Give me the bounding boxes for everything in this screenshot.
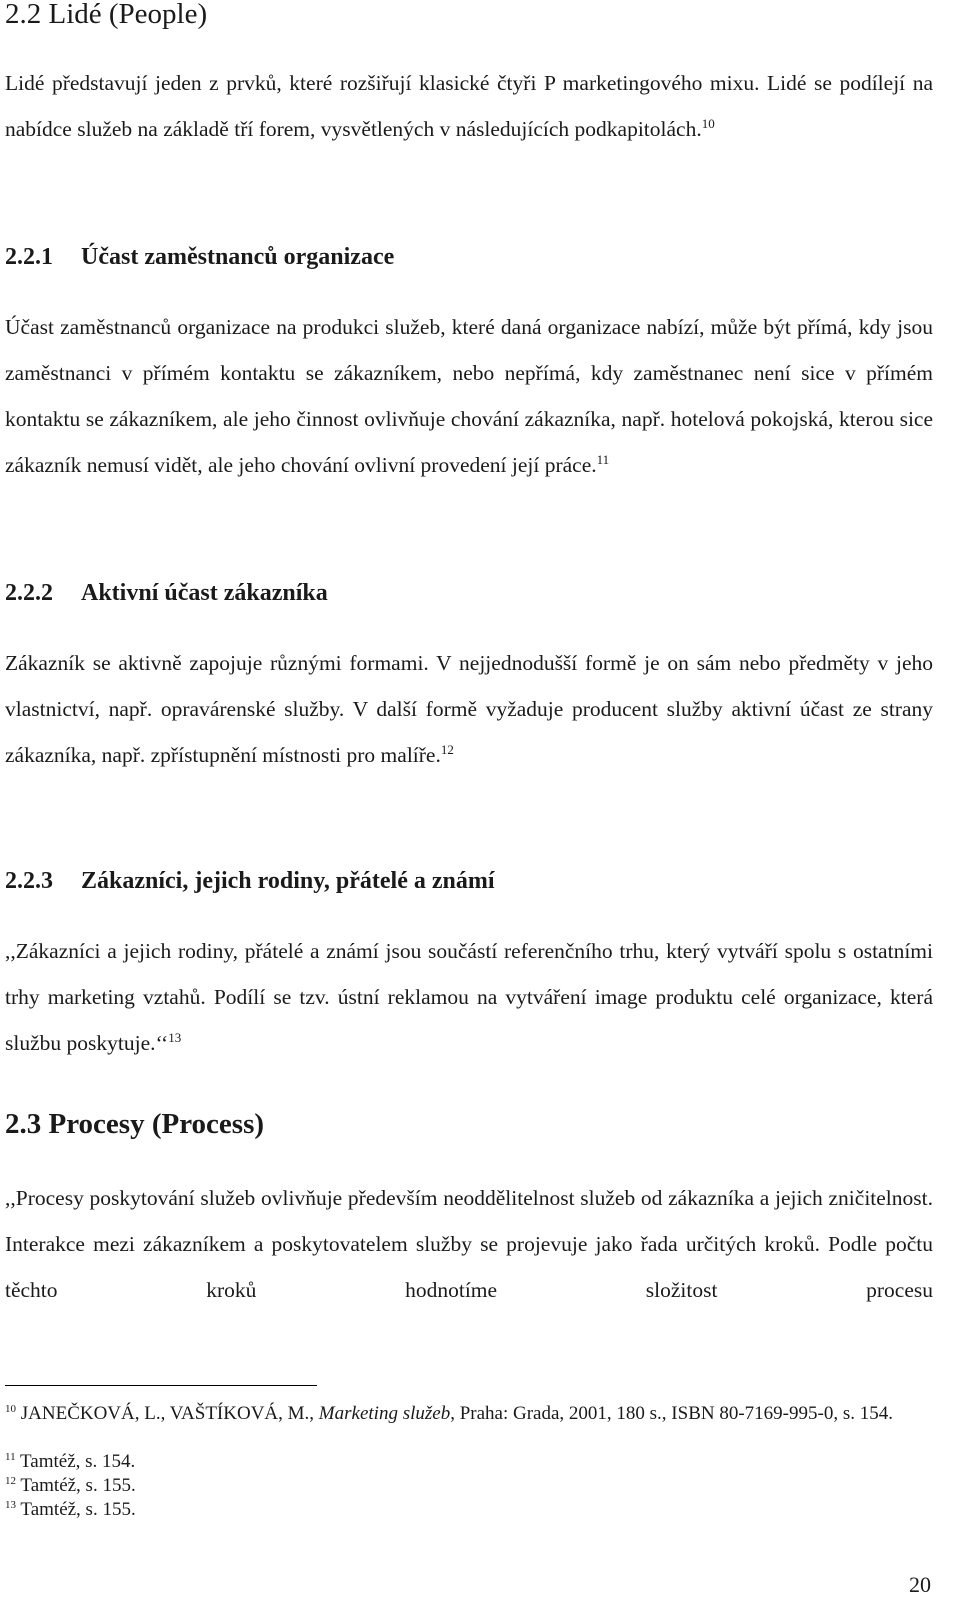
- people-intro-paragraph: [5, 60, 933, 152]
- footnote-10: [5, 1402, 933, 1426]
- footnote-book-title: Marketing služeb: [318, 1403, 451, 1424]
- subsection-number: 2.2.1: [5, 244, 53, 270]
- subsection-number: 2.2.3: [5, 868, 53, 894]
- subsection-heading-relations: [5, 868, 495, 895]
- relations-text: ,,Zákazníci a jejich rodiny, přátelé a známí jsou součástí referenčního trhu, který vytváří spolu s ostatními trhy marketing vztahů. Podílí se tzv. ústní reklamou na vytváření image produktu celé organizace, která službu poskytuje.‘‘: [5, 939, 933, 1055]
- page-number: 20: [909, 1572, 931, 1597]
- subsection-number: 2.2.2: [5, 580, 53, 606]
- customer-paragraph: [5, 640, 933, 778]
- subsection-title: Zákazníci, jejich rodiny, přátelé a známí: [81, 868, 495, 894]
- footnote-ref-13: 13: [168, 1030, 182, 1045]
- section-heading-process: 2.3 Procesy (Process): [5, 1108, 265, 1140]
- footnote-13: [5, 1498, 933, 1522]
- subsection-heading-employees: [5, 244, 394, 271]
- subsection-title: Účast zaměstnanců organizace: [81, 244, 395, 270]
- footnote-authors: JANEČKOVÁ, L., VAŠTÍKOVÁ, M.,: [20, 1403, 319, 1424]
- footnote-text: Tamtéž, s. 155.: [20, 1475, 136, 1496]
- footnote-number: 11: [5, 1451, 16, 1463]
- employees-paragraph: [5, 304, 933, 488]
- footnote-ref-10: 10: [701, 116, 715, 131]
- customer-text: Zákazník se aktivně zapojuje různými formami. V nejjednodušší formě je on sám nebo předměty v jeho vlastnictví, např. opravárenské služby. V další formě vyžaduje producent služby aktivní účast ze strany zákazníka, např. zpřístupnění místnosti pro malíře.: [5, 651, 933, 767]
- footnote-text: Tamtéž, s. 154.: [20, 1451, 136, 1472]
- footnote-details: , Praha: Grada, 2001, 180 s., ISBN 80-7169-995-0, s. 154.: [450, 1403, 893, 1424]
- footnote-ref-12: 12: [440, 742, 454, 757]
- footnote-11: [5, 1450, 933, 1474]
- footnote-number: 13: [5, 1499, 16, 1511]
- subsection-title: Aktivní účast zákazníka: [81, 580, 328, 606]
- footnote-number: 10: [5, 1403, 16, 1415]
- people-intro-text: Lidé představují jeden z prvků, které rozšiřují klasické čtyři P marketingového mixu. Lidé se podílejí na nabídce služeb na základě tří forem, vysvětlených v následujících podkapitolách.: [5, 71, 933, 141]
- footnote-text: Tamtéž, s. 155.: [20, 1499, 136, 1520]
- relations-paragraph: [5, 928, 933, 1066]
- process-paragraph: ,,Procesy poskytování služeb ovlivňuje především neoddělitelnost služeb od zákazníka a jejich zničitelnost. Interakce mezi zákazníkem a poskytovatelem služby se projevuje jako řada určitých kroků. Podle počtu těchto kroků hodnotíme složitost procesu: [5, 1186, 933, 1302]
- footnote-12: [5, 1474, 933, 1498]
- footnote-separator: [5, 1385, 317, 1386]
- footnote-number: 12: [5, 1475, 16, 1487]
- subsection-heading-customer: [5, 580, 328, 607]
- employees-text: Účast zaměstnanců organizace na produkci služeb, které daná organizace nabízí, může být přímá, kdy jsou zaměstnanci v přímém kontaktu se zákazníkem, nebo nepřímá, kdy zaměstnanec není sice v přímém kontaktu se zákazníkem, ale jeho činnost ovlivňuje chování zákazníka, např. hotelová pokojská, kterou sice zákazník nemusí vidět, ale jeho chování ovlivní provedení její práce.: [5, 315, 933, 477]
- footnote-ref-11: 11: [596, 452, 610, 467]
- section-heading-people: 2.2 Lidé (People): [5, 0, 208, 30]
